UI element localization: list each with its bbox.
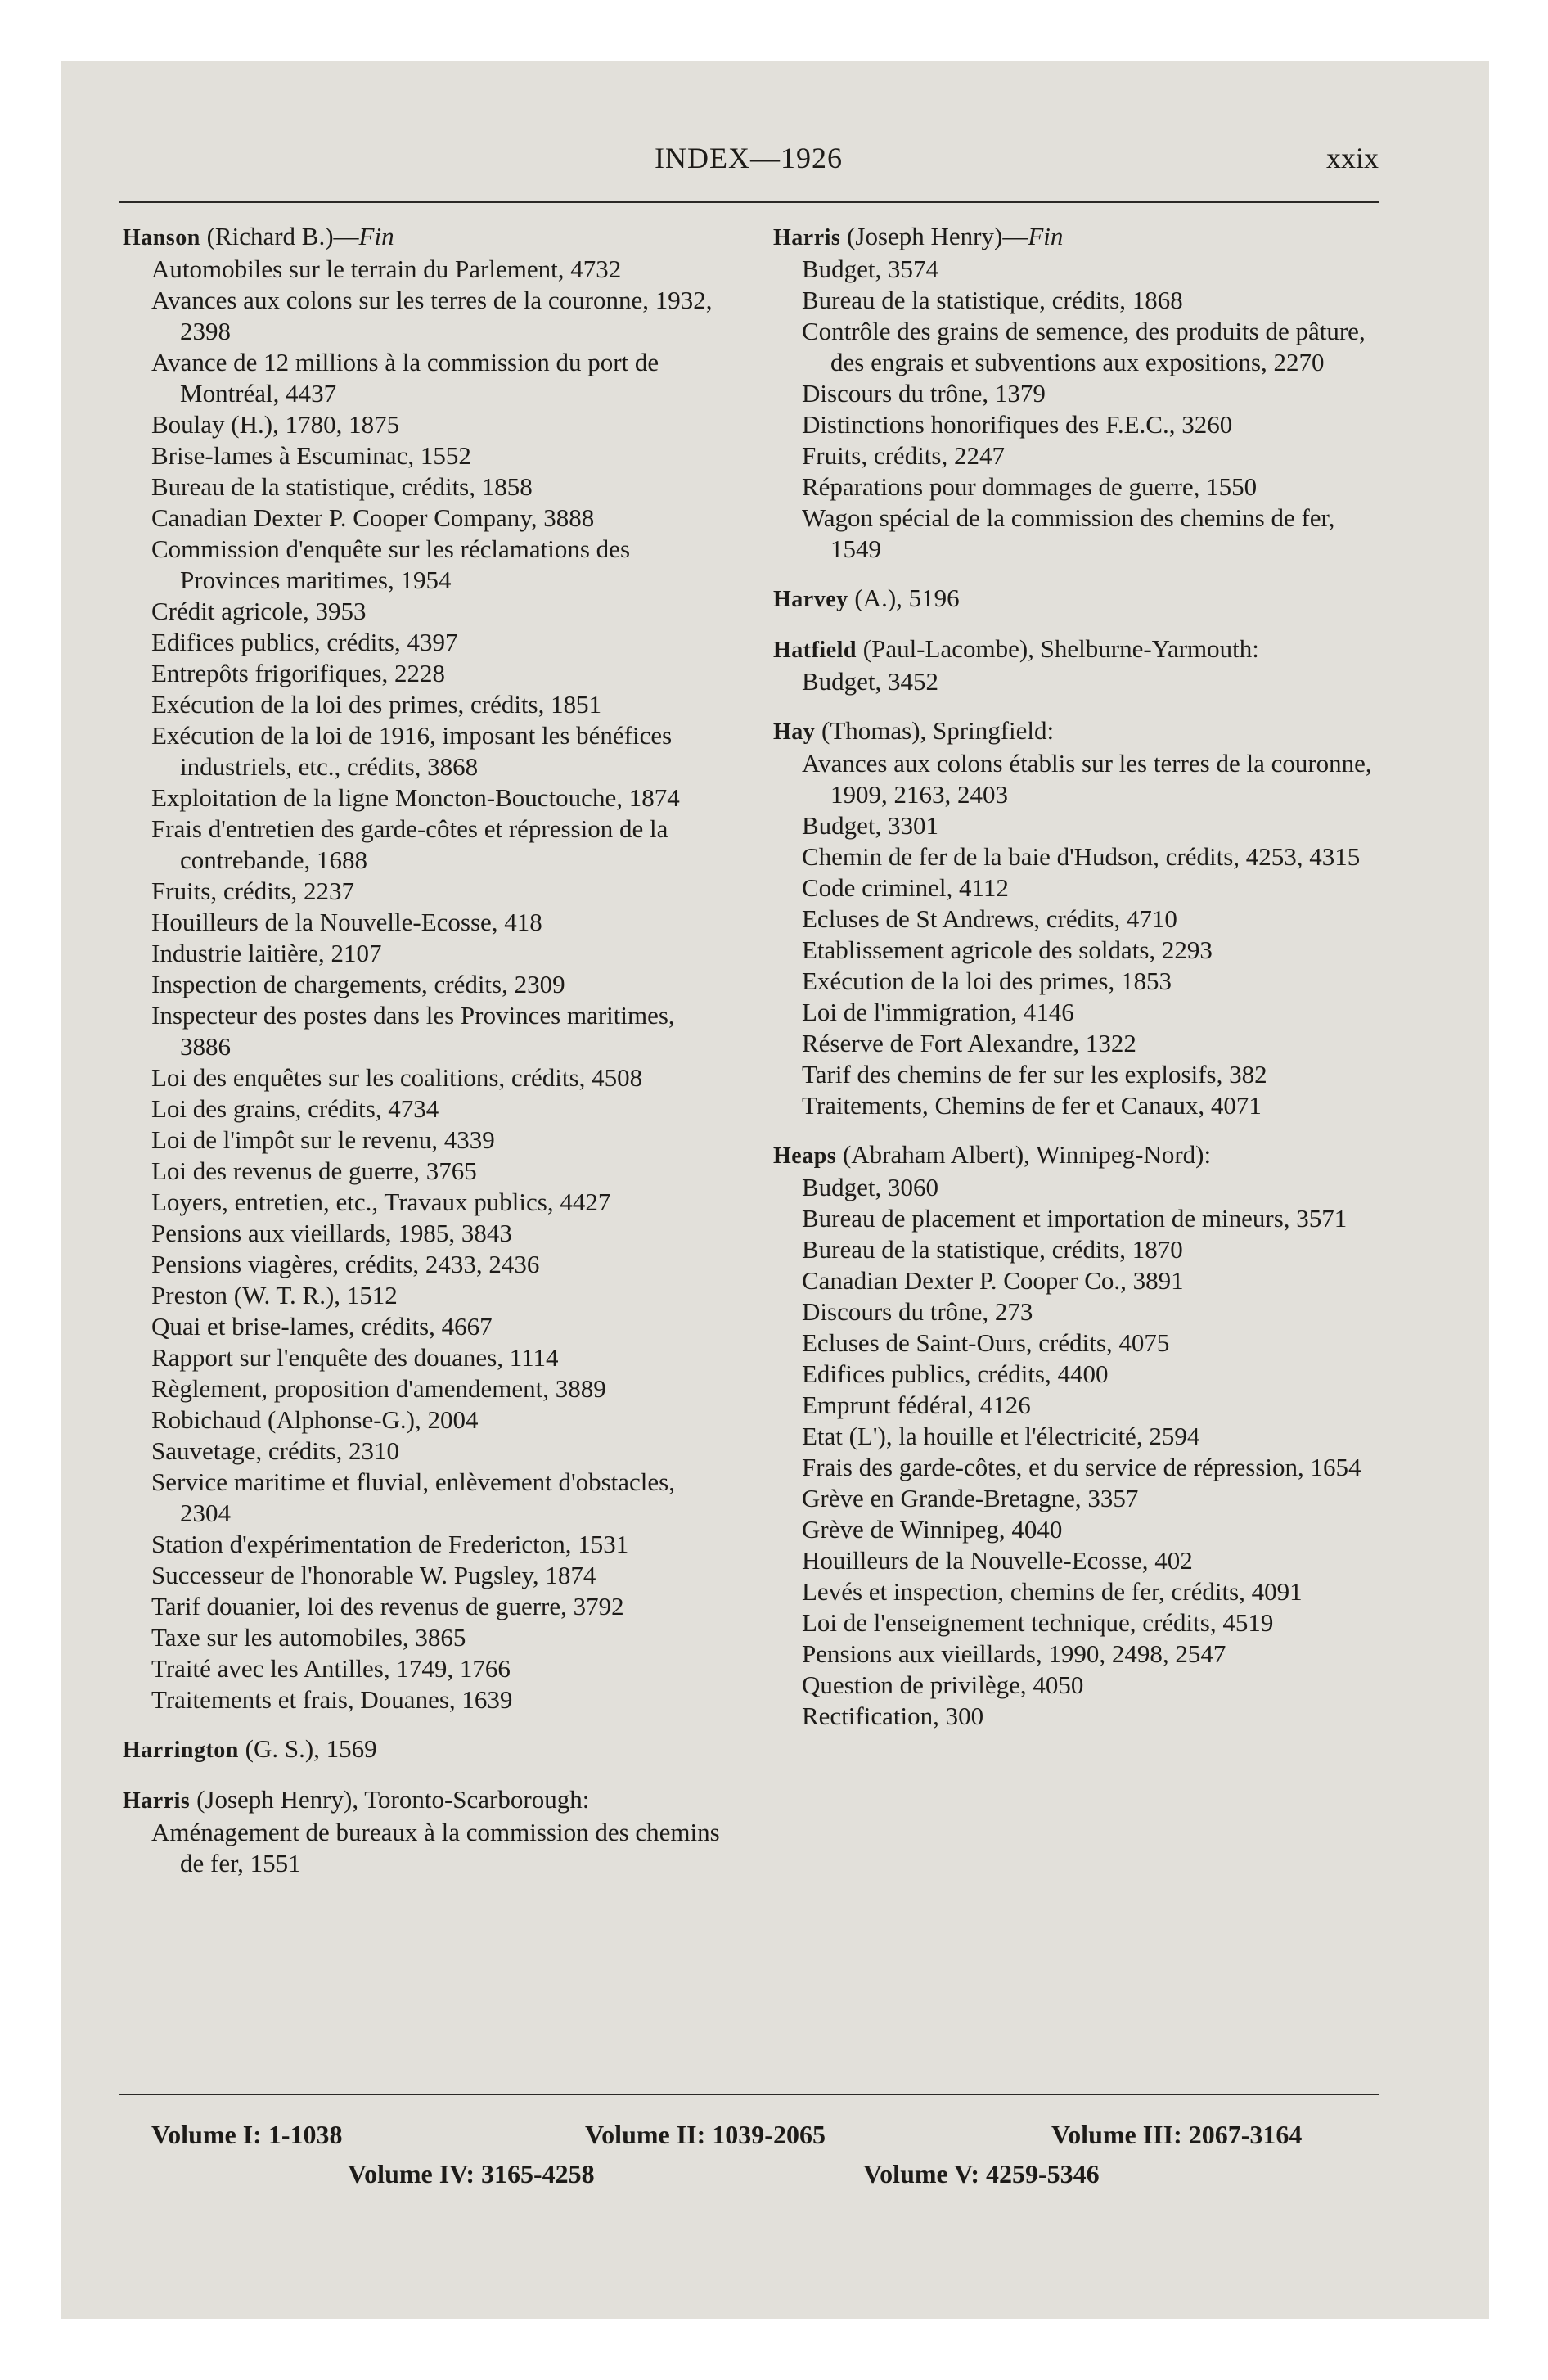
entry-subitem: Loi de l'enseignement technique, crédits, 4519: [802, 1608, 1274, 1637]
volume-2-range: Volume II: 1039-2065: [585, 2120, 826, 2149]
entry-subitem: Taxe sur les automobiles, 3865: [151, 1623, 466, 1652]
entry-subitem: Traitements, Chemins de fer et Canaux, 4071: [802, 1091, 1262, 1120]
entry-detail: (Richard B.)—: [206, 222, 359, 250]
left-column: [123, 221, 728, 1897]
entry-subitem: Frais d'entretien des garde-côtes et répression de la contrebande, 1688: [151, 814, 668, 874]
entry-subitem: Automobiles sur le terrain du Parlement, 4732: [151, 255, 622, 283]
entry-subitem: Discours du trône, 1379: [802, 379, 1046, 408]
entry-subitem: Exploitation de la ligne Moncton-Bouctouche, 1874: [151, 783, 680, 812]
entry-subitem: Réparations pour dommages de guerre, 1550: [802, 472, 1258, 501]
entry-subitem: Exécution de la loi de 1916, imposant les bénéfices industriels, etc., crédits, 3868: [151, 721, 673, 781]
entry-subitem: Bureau de placement et importation de mineurs, 3571: [802, 1204, 1348, 1233]
entry-subitem: Question de privilège, 4050: [802, 1670, 1084, 1699]
entry-subitem: Traité avec les Antilles, 1749, 1766: [151, 1654, 511, 1683]
entry-detail: (G. S.), 1569: [245, 1734, 377, 1763]
volume-5-range: Volume V: 4259-5346: [863, 2159, 1100, 2188]
entry-subitem: Station d'expérimentation de Fredericton, 1531: [151, 1530, 629, 1558]
entry-subitem: Traitements et frais, Douanes, 1639: [151, 1685, 513, 1714]
index-entry: [773, 1139, 1379, 1732]
entry-detail: (Thomas), Springfield:: [821, 716, 1055, 745]
right-column: [773, 221, 1379, 1750]
entry-subitem: Aménagement de bureaux à la commission des chemins de fer, 1551: [151, 1818, 720, 1877]
entry-subitem: Loi des revenus de guerre, 3765: [151, 1156, 477, 1185]
entry-heading: [773, 1139, 1379, 1172]
entry-subitem: Wagon spécial de la commission des chemins de fer, 1549: [802, 503, 1335, 563]
entry-heading: [123, 1733, 728, 1766]
header-rule: [119, 201, 1379, 203]
entry-heading: [773, 715, 1379, 748]
index-entry: [773, 583, 1379, 615]
entry-subitem: Etat (L'), la houille et l'électricité, 2594: [802, 1422, 1200, 1450]
page-header: [119, 141, 1379, 190]
entry-subitem: Bureau de la statistique, crédits, 1858: [151, 472, 533, 501]
entry-name: Harvey: [773, 587, 848, 612]
entry-subitem: Tarif douanier, loi des revenus de guerre, 3792: [151, 1592, 624, 1620]
entry-subitem: Grève de Winnipeg, 4040: [802, 1515, 1063, 1544]
entry-subitem: Crédit agricole, 3953: [151, 597, 367, 625]
index-entry: [123, 1784, 728, 1879]
entry-subitem: Grève en Grande-Bretagne, 3357: [802, 1484, 1139, 1512]
volume-1-range: Volume I: 1-1038: [151, 2120, 343, 2149]
entry-subitem: Service maritime et fluvial, enlèvement d'obstacles, 2304: [151, 1467, 675, 1527]
entry-subitem: Canadian Dexter P. Cooper Company, 3888: [151, 503, 595, 532]
entry-subitem: Avances aux colons sur les terres de la couronne, 1932, 2398: [151, 286, 713, 345]
entry-subitem: Commission d'enquête sur les réclamations des Provinces maritimes, 1954: [151, 534, 631, 594]
entry-subitem: Distinctions honorifiques des F.E.C., 3260: [802, 410, 1233, 439]
entry-name: Hanson: [123, 225, 200, 250]
entry-name: Harrington: [123, 1738, 239, 1763]
entry-name: Harris: [123, 1788, 191, 1814]
entry-subitem: Ecluses de Saint-Ours, crédits, 4075: [802, 1328, 1170, 1357]
entry-subitem: Budget, 3574: [802, 255, 939, 283]
entry-subitem: Loyers, entretien, etc., Travaux publics, 4427: [151, 1188, 611, 1216]
entry-subitem: Etablissement agricole des soldats, 2293: [802, 935, 1213, 964]
entry-subitem: Frais des garde-côtes, et du service de répression, 1654: [802, 1453, 1361, 1481]
entry-detail: (Joseph Henry)—: [847, 222, 1028, 250]
entry-subitem: Règlement, proposition d'amendement, 3889: [151, 1374, 606, 1403]
entry-detail: (Abraham Albert), Winnipeg-Nord):: [842, 1140, 1212, 1169]
entry-detail: (Joseph Henry), Toronto-Scarborough:: [196, 1785, 590, 1814]
entry-subitem: Rectification, 300: [802, 1702, 984, 1730]
page-number: xxix: [1325, 142, 1379, 174]
entry-subitem: Loi de l'immigration, 4146: [802, 998, 1074, 1026]
volume-3-range: Volume III: 2067-3164: [1051, 2120, 1303, 2149]
entry-subitem: Quai et brise-lames, crédits, 4667: [151, 1312, 493, 1341]
entry-subitem: Budget, 3301: [802, 811, 939, 840]
entry-detail: (A.), 5196: [854, 584, 960, 612]
entry-subitem: Fruits, crédits, 2247: [802, 441, 1005, 470]
entry-subitem: Houilleurs de la Nouvelle-Ecosse, 418: [151, 908, 542, 936]
entry-subitem: Budget, 3452: [802, 667, 939, 696]
entry-subitem: Loi des enquêtes sur les coalitions, crédits, 4508: [151, 1063, 643, 1092]
index-entry: [773, 633, 1379, 697]
index-entry: [123, 1733, 728, 1766]
entry-subitem: Houilleurs de la Nouvelle-Ecosse, 402: [802, 1546, 1193, 1575]
entry-subitem: Budget, 3060: [802, 1173, 939, 1201]
entry-name: Harris: [773, 225, 841, 250]
entry-subitem: Contrôle des grains de semence, des produits de pâture, des engrais et subventions aux expositions, 2270: [802, 317, 1366, 376]
entry-subitem: Canadian Dexter P. Cooper Co., 3891: [802, 1266, 1184, 1295]
entry-subitem: Pensions aux vieillards, 1990, 2498, 2547: [802, 1639, 1226, 1668]
entry-continued-marker: Fin: [1028, 222, 1064, 250]
volume-4-range: Volume IV: 3165-4258: [348, 2159, 595, 2188]
entry-subitem: Avances aux colons établis sur les terres de la couronne, 1909, 2163, 2403: [802, 749, 1372, 809]
entry-subitem: Exécution de la loi des primes, crédits, 1851: [151, 690, 602, 719]
entry-subitem: Fruits, crédits, 2237: [151, 877, 354, 905]
entry-subitem: Edifices publics, crédits, 4400: [802, 1359, 1109, 1388]
entry-subitem: Rapport sur l'enquête des douanes, 1114: [151, 1343, 559, 1372]
volume-footer: [119, 2120, 1379, 2210]
entry-subitem: Loi de l'impôt sur le revenu, 4339: [151, 1125, 495, 1154]
entry-subitem: Pensions aux vieillards, 1985, 3843: [151, 1219, 512, 1247]
entry-name: Heaps: [773, 1143, 837, 1169]
entry-subitem: Boulay (H.), 1780, 1875: [151, 410, 400, 439]
entry-subitem: Sauvetage, crédits, 2310: [151, 1436, 400, 1465]
entry-heading: [773, 633, 1379, 666]
entry-subitem: Pensions viagères, crédits, 2433, 2436: [151, 1250, 540, 1278]
entry-subitem: Réserve de Fort Alexandre, 1322: [802, 1029, 1136, 1057]
entry-heading: [123, 221, 728, 254]
entry-heading: [773, 583, 1379, 615]
entry-subitem: Brise-lames à Escuminac, 1552: [151, 441, 471, 470]
footer-rule: [119, 2094, 1379, 2095]
index-entry: [773, 221, 1379, 565]
entry-subitem: Bureau de la statistique, crédits, 1870: [802, 1235, 1183, 1264]
index-entry: [773, 715, 1379, 1121]
entry-subitem: Levés et inspection, chemins de fer, crédits, 4091: [802, 1577, 1303, 1606]
index-entry: [123, 221, 728, 1715]
entry-subitem: Ecluses de St Andrews, crédits, 4710: [802, 904, 1177, 933]
entry-subitem: Preston (W. T. R.), 1512: [151, 1281, 398, 1309]
entry-name: Hatfield: [773, 638, 857, 663]
entry-subitem: Robichaud (Alphonse-G.), 2004: [151, 1405, 479, 1434]
entry-subitem: Discours du trône, 273: [802, 1297, 1033, 1326]
entry-detail: (Paul-Lacombe), Shelburne-Yarmouth:: [862, 634, 1259, 663]
entry-continued-marker: Fin: [358, 222, 394, 250]
entry-subitem: Tarif des chemins de fer sur les explosifs, 382: [802, 1060, 1267, 1089]
entry-name: Hay: [773, 719, 816, 745]
entry-subitem: Code criminel, 4112: [802, 873, 1009, 902]
entry-subitem: Exécution de la loi des primes, 1853: [802, 967, 1172, 995]
page-title: INDEX—1926: [655, 142, 843, 174]
entry-subitem: Entrepôts frigorifiques, 2228: [151, 659, 446, 687]
entry-heading: [773, 221, 1379, 254]
entry-subitem: Chemin de fer de la baie d'Hudson, crédits, 4253, 4315: [802, 842, 1361, 871]
entry-subitem: Avance de 12 millions à la commission du port de Montréal, 4437: [151, 348, 659, 408]
entry-subitem: Emprunt fédéral, 4126: [802, 1391, 1031, 1419]
entry-subitem: Industrie laitière, 2107: [151, 939, 382, 967]
entry-subitem: Edifices publics, crédits, 4397: [151, 628, 458, 656]
entry-subitem: Inspecteur des postes dans les Provinces maritimes, 3886: [151, 1001, 675, 1061]
entry-subitem: Successeur de l'honorable W. Pugsley, 1874: [151, 1561, 596, 1589]
entry-subitem: Bureau de la statistique, crédits, 1868: [802, 286, 1183, 314]
entry-heading: [123, 1784, 728, 1817]
entry-subitem: Inspection de chargements, crédits, 2309: [151, 970, 565, 998]
entry-subitem: Loi des grains, crédits, 4734: [151, 1094, 439, 1123]
